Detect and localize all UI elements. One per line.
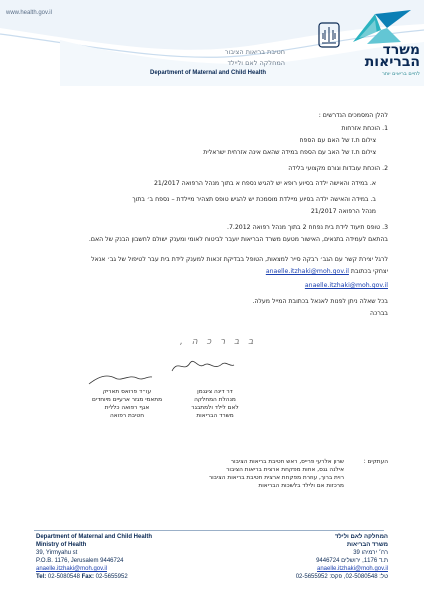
body-line-questions: בכל שאלה ניתן לפנות לאנאל בכתובת המייל מעלה. <box>252 298 388 305</box>
body-line-citizenship: 1. הוכחת אזרחות <box>341 125 388 132</box>
body-line-approval: בהתאם לעמידה בתנאים, האישור מטעם משרד הבריאות יועבר לביטוח לאומי ומענק ישולם לחשבון הבנק של האם. <box>88 236 388 243</box>
cc-list <box>209 458 344 490</box>
cc-item: רוית ברוך, עוזרת מפקחת ארצית חטיבת בריאות הציבור <box>208 475 344 481</box>
body-line-father-id: צילום ת.ז של האב עם הספח במידה שהאם אינה אזרחית ישראלית <box>203 149 376 156</box>
signature-greeting: ב ב ר כ ה , <box>180 337 257 347</box>
left-signature-scribble <box>85 370 155 388</box>
logo-title: משרד הבריאות <box>364 42 420 70</box>
footer-english: Department of Maternal and Child Health Ministry of Health 39, Yirmyahu st P.O.B. 1176, Jerusalem 9446724 anaelle.itzhaki@moh.gov.il Tel: 02-5080548 Fax: 02-5655952 <box>36 534 153 580</box>
footer-email-link[interactable]: anaelle.itzhaki@moh.gov.il <box>36 566 108 572</box>
email-link[interactable]: anaelle.itzhaki@moh.gov.il <box>265 268 349 275</box>
cc-label: העתקים : <box>363 459 388 465</box>
body-line-email-2 <box>305 282 388 290</box>
cc-item: שרון אלרעי פרייס, ראש חטיבת בריאות הציבור <box>230 459 344 465</box>
body-line-section-3: 3. טופס תיעוד לידת בית נפחח 2 בתוך מנהל רפואה 7.2012. <box>226 224 388 231</box>
logo-slogan: לחיים בריאים יותר <box>381 71 420 77</box>
dept-hebrew-name: המחלקה לאם וליילד <box>227 59 285 67</box>
email-link-2[interactable]: anaelle.itzhaki@moh.gov.il <box>304 282 388 289</box>
body-line-doctor: א. במידה והאישה ילדה בסיוע רופא יש להגיש נספח א בתוך מנהל הרפואה 21/2017 <box>153 180 376 187</box>
footer-hebrew: המחלקה לאם ולילד משרד הבריאות רח׳ ירמיהו 39 ת.ד 1176, ירושלים 9446724 anaelle.itzhaki@moh.gov.il טל: 02-5080548, פקס: 02-5655952 <box>228 533 388 581</box>
left-signatory: עו״ד פרואס תאריק מתאמי מגזר ארעיים מיוחדים אגף רפואה כללית חטיבת רפואה <box>91 389 163 419</box>
website-url[interactable]: www.health.gov.il <box>6 10 52 16</box>
body-line-closing: בברכה <box>370 310 388 317</box>
dept-english-name: Department of Maternal and Child Health <box>150 70 267 76</box>
body-line-midwife-cont: מנהל הרפואה 21/2017 <box>310 208 376 215</box>
body-line-contact: לרגל יצירת קשר עם הגב׳ רבקה סייר למצאות, הטופל בבדיקת זכאות למענק לידת בית עבר לטיפול של גב׳ אנאל <box>91 256 388 263</box>
body-line-midwife: ב. במידה והאישה ילדה בסיוע מיילדת מוסמכת יש להגיש טופס תצהיר מיילדת – נספח ב׳ בתוך <box>132 196 376 203</box>
footer-email-link-he[interactable]: anaelle.itzhaki@moh.gov.il <box>316 566 388 572</box>
body-line-intro: להלן המסמכים הנדרשים : <box>318 112 388 119</box>
cc-item: מרכזות אם ולילד בלשכות הבריאות <box>258 483 344 489</box>
dept-hebrew-division: חטיבת בריאות הציבור <box>224 48 285 56</box>
body-line-mother-id: צילום ת.ז של האם עם הספח <box>299 137 376 144</box>
right-signatory: דר דינה ציגנמן מנהלת המחלקה לאם לילד ולמתבגר משרד הבריאות <box>191 389 239 419</box>
ministry-logo-icon <box>345 8 417 46</box>
body-line-contact-email: יצחקי בכתובת anaelle.itzhaki@moh.gov.il <box>265 268 388 275</box>
state-emblem-icon <box>318 22 340 48</box>
footer-divider <box>34 530 384 531</box>
right-signature-scribble <box>168 355 238 377</box>
body-line-section-2: 2. הוכחת עובדות וגורם מקצועי בלידה <box>288 165 388 172</box>
cc-item: אילנה גנס, אחות מפקחת ארצית בריאות הציבור <box>226 467 344 473</box>
